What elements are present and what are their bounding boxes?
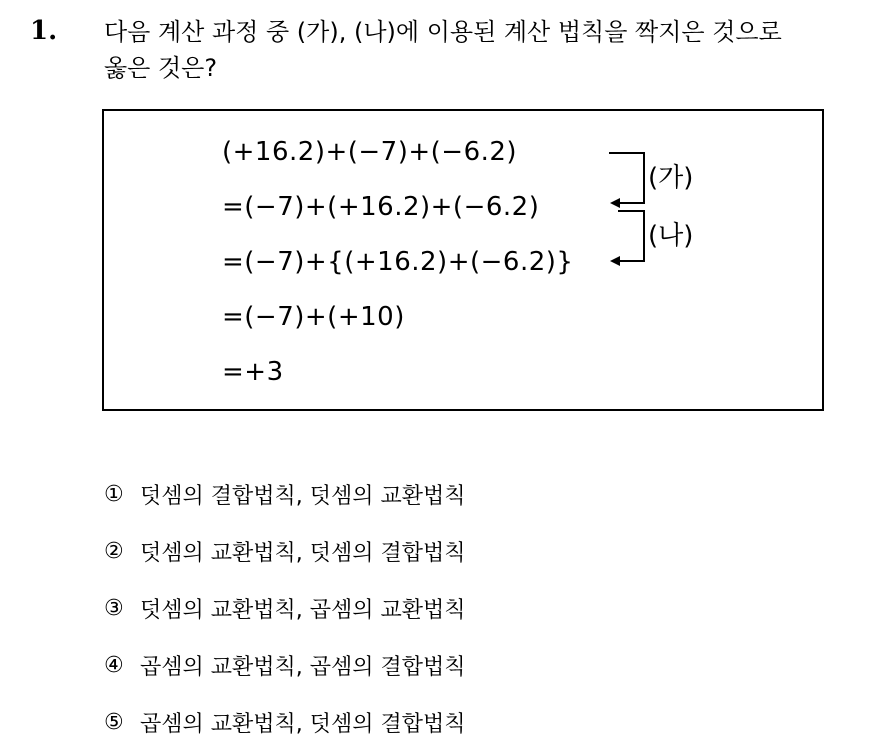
choice-2-text: 덧셈의 교환법칙, 덧셈의 결합법칙 [140, 540, 466, 566]
calc-line-4: =(−7)+(+10) [222, 302, 405, 332]
choice-4-mark: ④ [104, 652, 124, 678]
calc-line-5: =+3 [222, 357, 284, 387]
arrow-na [610, 211, 644, 266]
question-text [104, 14, 874, 86]
calc-line-2: =(−7)+(+16.2)+(−6.2) [222, 192, 540, 222]
calculation-box [102, 109, 824, 411]
question-line-2: 옳은 것은? [104, 54, 218, 82]
choice-1-text: 덧셈의 결합법칙, 덧셈의 교환법칙 [140, 483, 466, 509]
choice-5-mark: ⑤ [104, 709, 124, 735]
choice-3-text: 덧셈의 교환법칙, 곱셈의 교환법칙 [140, 597, 466, 623]
choice-5-text: 곱셈의 교환법칙, 덧셈의 결합법칙 [140, 711, 466, 737]
choice-5[interactable] [104, 704, 466, 740]
choice-2[interactable] [104, 533, 466, 569]
choice-3[interactable] [104, 590, 466, 626]
choice-1[interactable] [104, 476, 466, 512]
choice-4[interactable] [104, 647, 466, 683]
step-label-na: (나) [648, 221, 694, 251]
choice-3-mark: ③ [104, 595, 124, 621]
choice-2-mark: ② [104, 538, 124, 564]
calc-line-3: =(−7)+{(+16.2)+(−6.2)} [222, 247, 574, 277]
arrow-ga [609, 153, 644, 208]
question-number: 1. [30, 16, 58, 46]
choice-4-text: 곱셈의 교환법칙, 곱셈의 결합법칙 [140, 654, 466, 680]
calc-line-1: (+16.2)+(−7)+(−6.2) [222, 137, 518, 167]
question-line-1: 다음 계산 과정 중 (가), (나)에 이용된 계산 법칙을 짝지은 것으로 [104, 18, 782, 46]
choice-1-mark: ① [104, 481, 124, 507]
step-label-ga: (가) [648, 163, 694, 193]
